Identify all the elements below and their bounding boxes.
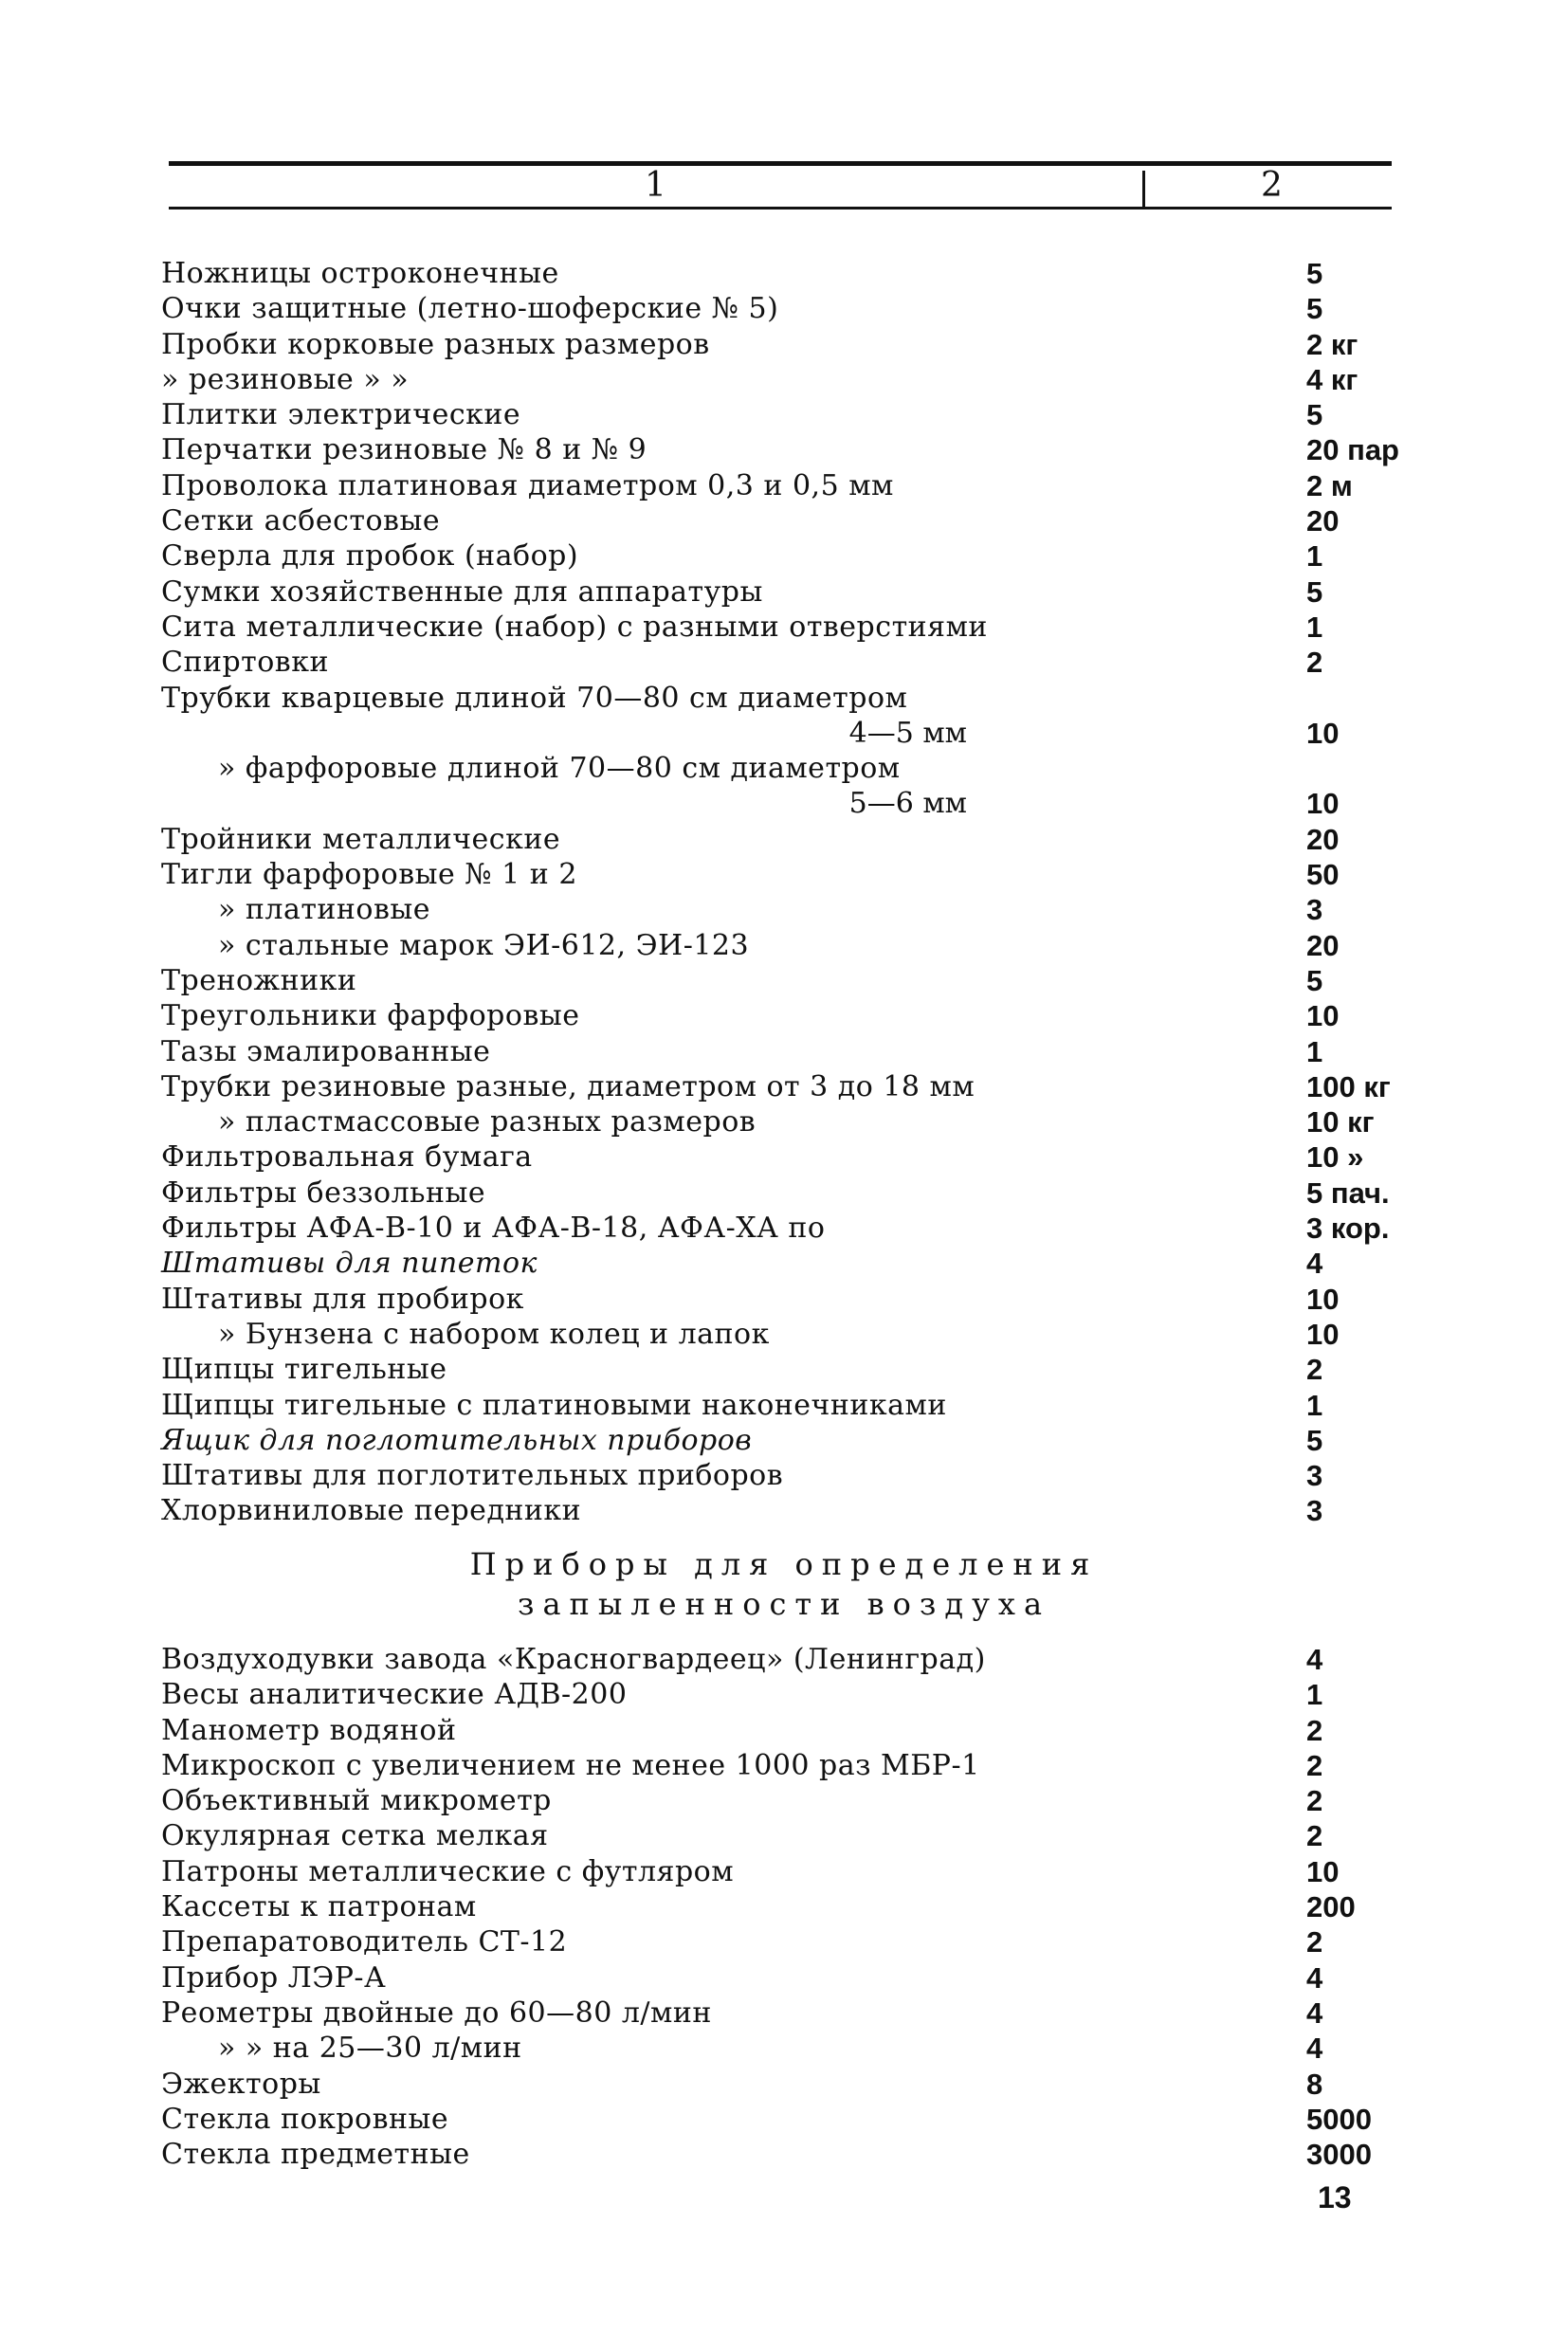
list-item bbox=[161, 892, 1394, 927]
list-item bbox=[161, 327, 1394, 362]
item-quantity: 20 пар bbox=[1306, 433, 1399, 467]
item-name: Треугольники фарфоровые bbox=[161, 999, 580, 1033]
list-item bbox=[161, 291, 1394, 326]
list-item bbox=[161, 1748, 1394, 1783]
list-item bbox=[161, 256, 1394, 291]
list-item bbox=[161, 857, 1394, 892]
list-item bbox=[161, 963, 1394, 998]
item-quantity: 20 bbox=[1306, 822, 1340, 856]
item-quantity: 5 bbox=[1306, 963, 1323, 997]
list-item bbox=[161, 998, 1394, 1033]
item-name: Весы аналитические АДВ-200 bbox=[161, 1678, 628, 1712]
item-name: » резиновые » » bbox=[161, 362, 410, 396]
list-item bbox=[161, 1282, 1394, 1317]
item-name: Пробки корковые разных размеров bbox=[161, 327, 710, 361]
item-quantity: 10 » bbox=[1306, 1140, 1364, 1175]
item-quantity: 20 bbox=[1306, 504, 1340, 538]
item-name: Тройники металлические bbox=[161, 822, 561, 856]
list-item bbox=[161, 1996, 1394, 2031]
item-name: Стекла предметные bbox=[161, 2138, 470, 2172]
item-name: Трубки резиновые разные, диаметром от 3 до 18 мм bbox=[161, 1069, 975, 1103]
item-name: Щипцы тигельные bbox=[161, 1353, 447, 1387]
item-quantity: 1 bbox=[1306, 610, 1323, 644]
list-item bbox=[161, 1352, 1394, 1387]
list-item bbox=[161, 716, 1394, 751]
item-name: Трубки кварцевые длиной 70—80 см диаметром bbox=[161, 681, 908, 715]
item-quantity: 5 bbox=[1306, 257, 1323, 290]
item-quantity: 3 bbox=[1306, 1459, 1323, 1493]
item-quantity: 3000 bbox=[1306, 2138, 1372, 2172]
item-quantity: 2 bbox=[1306, 1748, 1323, 1782]
item-quantity: 4 bbox=[1306, 1247, 1323, 1281]
item-name: Хлорвиниловые передники bbox=[161, 1494, 582, 1528]
item-quantity: 100 кг bbox=[1306, 1069, 1391, 1103]
item-quantity: 5 bbox=[1306, 574, 1323, 609]
item-quantity: 10 bbox=[1306, 1317, 1340, 1351]
item-name: Фильтровальная бумага bbox=[161, 1140, 533, 1175]
item-name: Окулярная сетка мелкая bbox=[161, 1819, 549, 1853]
item-quantity: 4 bbox=[1306, 2032, 1323, 2066]
item-quantity: 2 кг bbox=[1306, 327, 1358, 361]
item-name: Кассеты к патронам bbox=[161, 1890, 477, 1924]
list-item bbox=[161, 574, 1394, 610]
dust-instruments-list bbox=[161, 1642, 1394, 2172]
item-quantity: 10 bbox=[1306, 716, 1340, 750]
list-item bbox=[161, 1783, 1394, 1818]
list-item bbox=[161, 1677, 1394, 1712]
list-item bbox=[161, 1069, 1394, 1104]
list-item bbox=[161, 1246, 1394, 1281]
item-quantity: 2 bbox=[1306, 646, 1323, 680]
table-top-rule bbox=[169, 161, 1392, 166]
item-quantity: 4 bbox=[1306, 1960, 1323, 1995]
item-quantity: 50 bbox=[1306, 858, 1340, 892]
item-name: Тазы эмалированные bbox=[161, 1034, 491, 1068]
item-quantity: 1 bbox=[1306, 1034, 1323, 1068]
list-item bbox=[161, 786, 1394, 821]
item-continuation: 5—6 мм bbox=[848, 787, 967, 821]
column-header-1: 1 bbox=[645, 166, 666, 205]
column-header-2: 2 bbox=[1261, 166, 1283, 205]
item-name: Штативы для поглотительных приборов bbox=[161, 1459, 784, 1493]
item-name: Штативы для пробирок bbox=[161, 1282, 524, 1316]
section-title-line-2: запыленности воздуха bbox=[517, 1586, 1051, 1622]
list-item bbox=[161, 1211, 1394, 1246]
table-header-rule bbox=[169, 207, 1392, 210]
item-name: Прибор ЛЭР-А bbox=[161, 1960, 387, 1995]
list-item bbox=[161, 1493, 1394, 1528]
column-separator bbox=[1142, 171, 1145, 209]
item-name: Воздуходувки завода «Красногвардеец» (Ленинград) bbox=[161, 1643, 986, 1676]
item-quantity: 10 bbox=[1306, 1282, 1340, 1316]
item-name: Манометр водяной bbox=[161, 1713, 457, 1747]
item-quantity: 2 м bbox=[1306, 468, 1353, 502]
item-quantity: 20 bbox=[1306, 928, 1340, 962]
item-name: Реометры двойные до 60—80 л/мин bbox=[161, 1996, 712, 2030]
item-name: Сверла для пробок (набор) bbox=[161, 539, 579, 574]
item-quantity: 200 bbox=[1306, 1890, 1356, 1924]
item-name: Щипцы тигельные с платиновыми наконечниками bbox=[161, 1388, 947, 1422]
list-item bbox=[161, 1388, 1394, 1423]
item-quantity: 4 bbox=[1306, 1643, 1323, 1676]
item-quantity: 2 bbox=[1306, 1819, 1323, 1853]
item-quantity: 1 bbox=[1306, 539, 1323, 574]
item-name: Тигли фарфоровые № 1 и 2 bbox=[161, 858, 577, 892]
item-quantity: 10 кг bbox=[1306, 1105, 1375, 1139]
item-name: Объективный микрометр bbox=[161, 1784, 552, 1818]
item-quantity: 1 bbox=[1306, 1388, 1323, 1422]
item-quantity: 2 bbox=[1306, 1784, 1323, 1818]
item-name: Проволока платиновая диаметром 0,3 и 0,5 мм bbox=[161, 468, 894, 502]
list-item bbox=[161, 645, 1394, 680]
list-item bbox=[161, 1176, 1394, 1211]
list-item bbox=[161, 1924, 1394, 1959]
list-item bbox=[161, 2031, 1394, 2066]
section-title-line-1: Приборы для определения bbox=[469, 1546, 1099, 1582]
list-item bbox=[161, 1960, 1394, 1996]
list-item bbox=[161, 1854, 1394, 1889]
item-name: Сетки асбестовые bbox=[161, 504, 441, 538]
item-name: Штативы для пипеток bbox=[161, 1247, 538, 1281]
item-quantity: 5 bbox=[1306, 1423, 1323, 1457]
item-name: Препаратоводитель СТ-12 bbox=[161, 1925, 568, 1959]
item-quantity: 8 bbox=[1306, 2067, 1323, 2101]
list-item bbox=[161, 681, 1394, 716]
list-item bbox=[161, 1642, 1394, 1677]
item-name: Микроскоп с увеличением не менее 1000 раз МБР-1 bbox=[161, 1748, 980, 1782]
list-item bbox=[161, 822, 1394, 857]
item-name: » фарфоровые длиной 70—80 см диаметром bbox=[218, 752, 901, 786]
item-name: Фильтры беззольные bbox=[161, 1176, 486, 1210]
item-name: » платиновые bbox=[218, 893, 430, 927]
item-quantity: 3 bbox=[1306, 1494, 1323, 1528]
item-quantity: 5 пач. bbox=[1306, 1176, 1390, 1210]
list-item bbox=[161, 538, 1394, 574]
list-item bbox=[161, 1889, 1394, 1924]
list-item bbox=[161, 1034, 1394, 1069]
item-quantity: 2 bbox=[1306, 1353, 1323, 1387]
item-name: Патроны металлические с футляром bbox=[161, 1854, 735, 1888]
item-quantity: 4 кг bbox=[1306, 362, 1358, 396]
item-name: Спиртовки bbox=[161, 646, 329, 680]
item-name: Очки защитные (летно-шоферские № 5) bbox=[161, 292, 779, 326]
item-name: Сумки хозяйственные для аппаратуры bbox=[161, 574, 763, 609]
list-item bbox=[161, 1317, 1394, 1352]
item-quantity: 10 bbox=[1306, 999, 1340, 1033]
item-name: Перчатки резиновые № 8 и № 9 bbox=[161, 433, 647, 467]
item-quantity: 2 bbox=[1306, 1713, 1323, 1747]
page-number: 13 bbox=[1318, 2180, 1352, 2214]
list-item bbox=[161, 362, 1394, 397]
list-item bbox=[161, 751, 1394, 786]
item-name: Плитки электрические bbox=[161, 398, 521, 432]
list-item bbox=[161, 1713, 1394, 1748]
equipment-list bbox=[161, 256, 1399, 1529]
list-item bbox=[161, 1458, 1394, 1493]
list-item bbox=[161, 2102, 1394, 2137]
list-item bbox=[161, 397, 1394, 432]
list-item bbox=[161, 1139, 1394, 1175]
list-item bbox=[161, 1104, 1394, 1139]
list-item bbox=[161, 468, 1394, 503]
item-quantity: 5000 bbox=[1306, 2102, 1372, 2136]
list-item bbox=[161, 2137, 1394, 2172]
list-item bbox=[161, 503, 1394, 538]
item-name: Треножники bbox=[161, 963, 357, 997]
item-name: Эжекторы bbox=[161, 2067, 321, 2101]
list-item bbox=[161, 2067, 1394, 2102]
item-quantity: 3 кор. bbox=[1306, 1212, 1390, 1246]
item-quantity: 10 bbox=[1306, 1854, 1340, 1888]
item-quantity: 2 bbox=[1306, 1925, 1323, 1959]
list-item bbox=[161, 1423, 1394, 1458]
item-quantity: 5 bbox=[1306, 292, 1323, 326]
list-item bbox=[161, 432, 1399, 467]
item-name: Стекла покровные bbox=[161, 2102, 449, 2136]
list-item bbox=[161, 610, 1394, 645]
item-name: » пластмассовые разных размеров bbox=[218, 1105, 757, 1139]
list-item bbox=[161, 928, 1394, 963]
item-name: Ящик для поглотительных приборов bbox=[161, 1423, 753, 1457]
list-item bbox=[161, 1818, 1394, 1853]
item-quantity: 1 bbox=[1306, 1678, 1323, 1712]
item-name: Ножницы остроконечные bbox=[161, 257, 559, 290]
item-name: » Бунзена с набором колец и лапок bbox=[218, 1317, 770, 1351]
item-quantity: 4 bbox=[1306, 1996, 1323, 2030]
item-quantity: 5 bbox=[1306, 398, 1323, 432]
item-name: Сита металлические (набор) с разными отверстиями bbox=[161, 610, 988, 644]
item-name: » стальные марок ЭИ-612, ЭИ-123 bbox=[218, 928, 750, 962]
item-quantity: 10 bbox=[1306, 787, 1340, 821]
item-name: Фильтры АФА-В-10 и АФА-В-18, АФА-ХА по bbox=[161, 1212, 826, 1246]
item-name: » » на 25—30 л/мин bbox=[218, 2032, 522, 2066]
item-quantity: 3 bbox=[1306, 893, 1323, 927]
item-continuation: 4—5 мм bbox=[848, 716, 967, 750]
